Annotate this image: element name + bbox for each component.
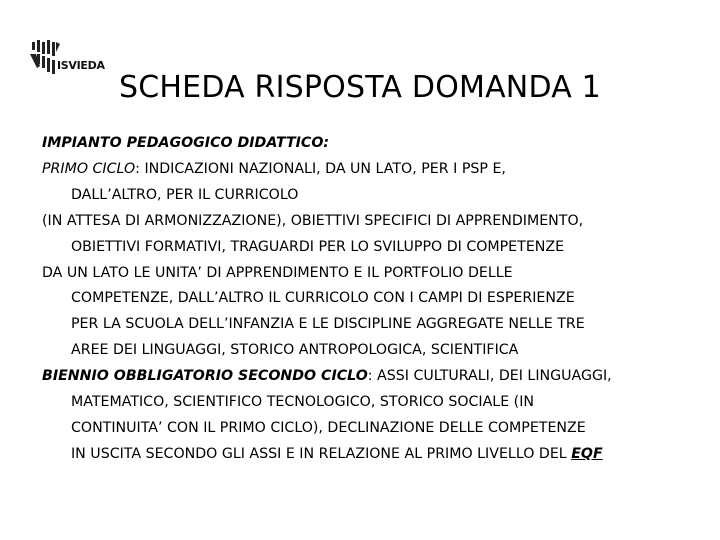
paragraph-primo-ciclo (42, 157, 692, 183)
logo-text: ISVIEDA (57, 59, 105, 72)
biennio-line-3: CONTINUITA’ CON IL PRIMO CICLO), DECLINAZIONE DELLE COMPETENZE (71, 419, 586, 436)
page-title: SCHEDA RISPOSTA DOMANDA 1 (119, 70, 601, 105)
armonizzazione-line-2: OBIETTIVI FORMATIVI, TRAGUARDI PER LO SVILUPPO DI COMPETENZE (71, 238, 565, 255)
biennio-text: : ASSI CULTURALI, DEI LINGUAGGI, (367, 368, 612, 385)
biennio-label: BIENNIO OBBLIGATORIO SECONDO CICLO (42, 368, 368, 385)
biennio-line-2: MATEMATICO, SCIENTIFICO TECNOLOGICO, STORICO SOCIALE (IN (71, 394, 535, 411)
biennio-line-4 (42, 442, 692, 468)
unita-line-1: DA UN LATO LE UNITA’ DI APPRENDIMENTO E IL PORTFOLIO DELLE (42, 264, 513, 281)
paragraph-biennio (42, 364, 692, 390)
heading-impianto: IMPIANTO PEDAGOGICO DIDATTICO: (42, 135, 330, 151)
primo-ciclo-line-2: DALL’ALTRO, PER IL CURRICOLO (71, 186, 299, 203)
primo-ciclo-label: PRIMO CICLO (42, 160, 136, 177)
biennio-line-4-text: IN USCITA SECONDO GLI ASSI E IN RELAZIONE AL PRIMO LIVELLO DEL (71, 445, 572, 462)
answer-body (42, 131, 692, 468)
primo-ciclo-text: : INDICAZIONI NAZIONALI, DA UN LATO, PER I PSP E, (135, 160, 506, 177)
unita-line-3: PER LA SCUOLA DELL’INFANZIA E LE DISCIPLINE AGGREGATE NELLE TRE (71, 316, 585, 333)
unita-line-2: COMPETENZE, DALL’ALTRO IL CURRICOLO CON I CAMPI DI ESPERIENZE (71, 290, 575, 307)
armonizzazione-line-1: (IN ATTESA DI ARMONIZZAZIONE), OBIETTIVI SPECIFICI DI APPRENDIMENTO, (42, 212, 584, 229)
eqf-label: EQF (571, 445, 603, 462)
unita-line-4: AREE DEI LINGUAGGI, STORICO ANTROPOLOGICA, SCIENTIFICA (71, 342, 519, 359)
